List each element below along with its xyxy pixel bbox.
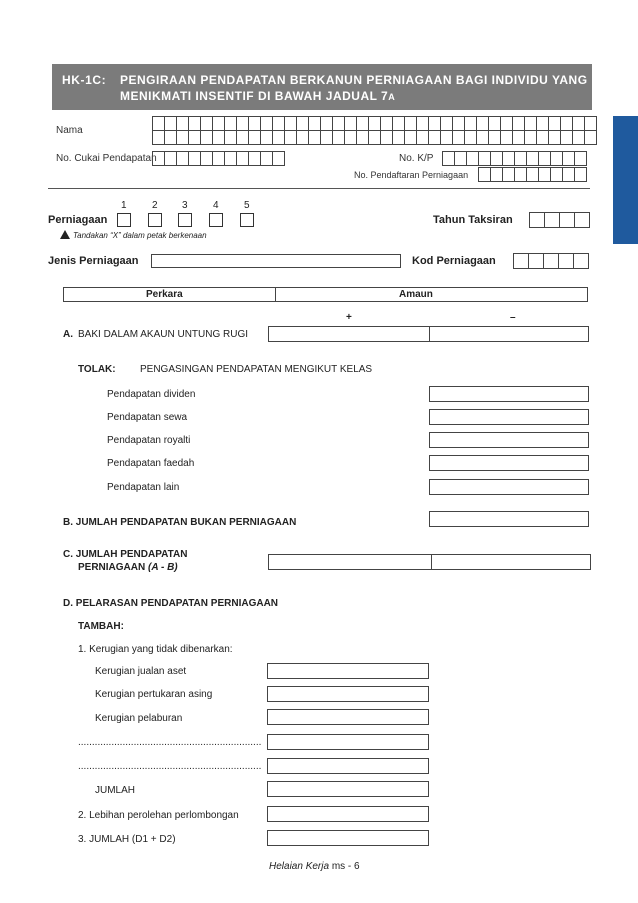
num-5: 5 [244, 200, 250, 211]
d3-label: 3. JUMLAH (D1 + D2) [78, 834, 176, 845]
d1-item-field[interactable] [267, 709, 429, 725]
d2-field[interactable] [267, 806, 429, 822]
table-header-divider [275, 287, 276, 302]
num-4: 4 [213, 200, 219, 211]
jumlah-label: JUMLAH [95, 785, 136, 796]
no-kp-label: No. K/P [399, 153, 434, 164]
form-title-line1: PENGIRAAN PENDAPATAN BERKANUN PERNIAGAAN BAGI INDIVIDU YANG [120, 73, 588, 87]
form-header [52, 64, 592, 110]
tolak-item: Pendapatan dividen [107, 389, 196, 400]
side-tab [613, 116, 638, 244]
nama-grid-row1[interactable] [152, 116, 596, 131]
no-pendaftaran-label: No. Pendaftaran Perniagaan [354, 170, 469, 180]
row-c-line1: C. JUMLAH PENDAPATAN [63, 549, 188, 560]
num-2: 2 [152, 200, 158, 211]
perniagaan-checkbox-5[interactable] [240, 213, 254, 227]
divider [48, 188, 590, 189]
row-d-label: D. PELARASAN PENDAPATAN PERNIAGAAN [63, 598, 279, 609]
tambah-label: TAMBAH: [78, 621, 124, 632]
d2-label: 2. Lebihan perolehan perlombongan [78, 810, 239, 821]
dotted-line[interactable]: .................................................................. [78, 737, 262, 748]
d1-item: Kerugian pertukaran asing [95, 689, 213, 700]
form-title-line2-text: MENIKMATI INSENTIF DI BAWAH JADUAL 7 [120, 89, 389, 103]
form-title-line2 [120, 89, 395, 103]
nama-label: Nama [56, 125, 83, 136]
col-amaun: Amaun [399, 289, 433, 300]
d1-item: Kerugian jualan aset [95, 666, 187, 677]
kod-perniagaan-grid[interactable] [513, 253, 588, 269]
page-footer [269, 861, 360, 872]
tolak-item-field[interactable] [429, 432, 589, 448]
dotted-line[interactable]: .................................................................. [78, 761, 262, 772]
col-minus: – [510, 312, 516, 323]
tolak-item-field[interactable] [429, 479, 589, 495]
row-b-label: B. JUMLAH PENDAPATAN BUKAN PERNIAGAAN [63, 517, 297, 528]
tandakan-note: Tandakan “X” dalam petak berkenaan [73, 231, 207, 240]
row-a-minus-field[interactable] [429, 326, 589, 342]
tolak-description: PENGASINGAN PENDAPATAN MENGIKUT KELAS [140, 364, 373, 375]
footer-italic: Helaian Kerja [269, 861, 330, 872]
d1-item-field[interactable] [267, 686, 429, 702]
d1-item: Kerugian pelaburan [95, 713, 183, 724]
perniagaan-checkbox-3[interactable] [178, 213, 192, 227]
row-b-field[interactable] [429, 511, 589, 527]
perniagaan-checkbox-2[interactable] [148, 213, 162, 227]
kod-perniagaan-label: Kod Perniagaan [412, 255, 496, 267]
tahun-taksiran-grid[interactable] [529, 212, 589, 228]
row-c-perniagaan: PERNIAGAAN [78, 562, 146, 573]
jumlah-field[interactable] [267, 781, 429, 797]
dotted-field[interactable] [267, 758, 429, 774]
row-c-formula: (A - B) [148, 562, 178, 573]
d3-field[interactable] [267, 830, 429, 846]
form-code: HK-1C: [62, 73, 107, 87]
tolak-item: Pendapatan faedah [107, 458, 195, 469]
no-cukai-grid[interactable] [152, 151, 284, 166]
row-a-letter: A. [63, 329, 73, 340]
jenis-perniagaan-field[interactable] [151, 254, 401, 268]
triangle-icon [60, 230, 70, 239]
num-3: 3 [182, 200, 188, 211]
tolak-item-field[interactable] [429, 455, 589, 471]
row-c-minus-field[interactable] [431, 554, 591, 570]
nama-grid-row2[interactable] [152, 130, 596, 145]
tolak-item-field[interactable] [429, 409, 589, 425]
col-plus: + [346, 312, 352, 323]
col-perkara: Perkara [146, 289, 183, 300]
no-pendaftaran-grid[interactable] [478, 167, 586, 182]
perniagaan-label: Perniagaan [48, 214, 108, 226]
tolak-item: Pendapatan royalti [107, 435, 191, 446]
jenis-perniagaan-label: Jenis Perniagaan [48, 255, 139, 267]
no-cukai-label: No. Cukai Pendapatan [56, 153, 157, 164]
perniagaan-checkbox-1[interactable] [117, 213, 131, 227]
table-header [63, 287, 588, 302]
footer-page: ms - 6 [329, 861, 360, 872]
tolak-label: TOLAK: [78, 364, 116, 375]
row-c-plus-field[interactable] [268, 554, 432, 570]
d1-item-field[interactable] [267, 663, 429, 679]
perniagaan-checkbox-4[interactable] [209, 213, 223, 227]
no-kp-grid[interactable] [442, 151, 586, 166]
tolak-item-field[interactable] [429, 386, 589, 402]
d1-label: 1. Kerugian yang tidak dibenarkan: [78, 644, 233, 655]
form-title-suffix: A [388, 92, 396, 102]
tolak-item: Pendapatan lain [107, 482, 180, 493]
tahun-taksiran-label: Tahun Taksiran [433, 214, 513, 226]
dotted-field[interactable] [267, 734, 429, 750]
row-a-label: BAKI DALAM AKAUN UNTUNG RUGI [78, 329, 249, 340]
row-c-line2 [78, 562, 178, 573]
tolak-item: Pendapatan sewa [107, 412, 188, 423]
num-1: 1 [121, 200, 127, 211]
row-a-plus-field[interactable] [268, 326, 430, 342]
